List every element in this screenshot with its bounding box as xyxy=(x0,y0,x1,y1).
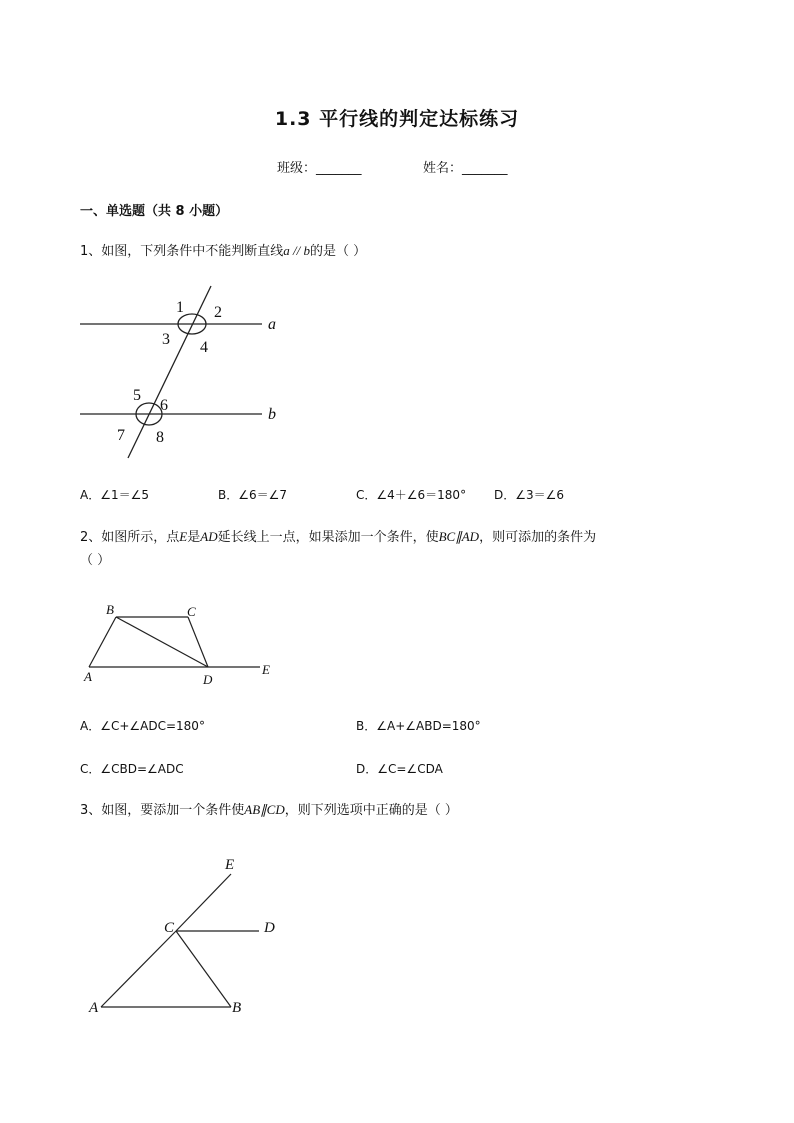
point-c-label: C xyxy=(164,920,175,936)
q2-condition: BC∥AD xyxy=(438,529,480,544)
question-1-figure xyxy=(70,280,300,465)
q2-segment-ad: AD xyxy=(200,529,218,544)
q2-answer-blank: （ ） xyxy=(80,553,111,568)
q2-option-d[interactable]: D．∠C=∠CDA xyxy=(356,762,443,776)
question-2-figure xyxy=(75,598,290,690)
line-label-b: b xyxy=(268,406,276,423)
q1-math: a // b xyxy=(283,243,311,258)
q1-option-d[interactable]: D．∠3＝∠6 xyxy=(494,488,565,502)
q3-text-2: ，则下列选项中正确的是（ ） xyxy=(284,803,458,818)
angle-label-6: 6 xyxy=(160,397,168,414)
point-b-label: B xyxy=(232,1000,242,1016)
angle-label-7: 7 xyxy=(117,427,125,444)
segment-cd xyxy=(188,617,208,667)
question-1-stem xyxy=(80,241,366,262)
q2-point-e: E xyxy=(179,529,188,544)
question-2-stem xyxy=(80,527,720,548)
segment-ca xyxy=(101,931,176,1007)
section-heading: 一、单选题（共 8 小题） xyxy=(80,204,229,219)
page-title: 1.3 平行线的判定达标练习 xyxy=(274,108,520,130)
class-field-label: 班级：_______ xyxy=(277,161,362,176)
transversal-line xyxy=(128,286,211,458)
angle-label-1: 1 xyxy=(176,299,184,316)
question-3-stem xyxy=(80,800,458,821)
point-e-label: E xyxy=(262,662,270,677)
segment-cb xyxy=(176,931,231,1007)
q1-option-c[interactable]: C．∠4＋∠6＝180° xyxy=(356,488,467,502)
segment-bd xyxy=(116,617,208,667)
angle-label-8: 8 xyxy=(156,429,164,446)
point-b-label: B xyxy=(106,602,114,617)
segment-ab xyxy=(89,617,116,667)
q1-option-b[interactable]: B．∠6＝∠7 xyxy=(218,488,288,502)
ray-ce xyxy=(176,874,231,931)
q1-option-a[interactable]: A．∠1＝∠5 xyxy=(80,488,149,502)
point-d-label: D xyxy=(203,672,213,687)
q2-text-4: ，则可添加的条件为 xyxy=(479,530,597,545)
point-d-label: D xyxy=(264,920,275,936)
q2-text-1: 2、如图所示，点 xyxy=(80,530,180,545)
angle-label-2: 2 xyxy=(214,304,222,321)
q1-prefix: 1、如图，下列条件中不能判断直线 xyxy=(80,244,284,259)
name-field-label: 姓名：_______ xyxy=(423,161,508,176)
line-label-a: a xyxy=(268,316,276,333)
q1-suffix: 的是（ ） xyxy=(310,244,367,259)
point-e-label: E xyxy=(225,857,235,873)
q3-text-1: 3、如图，要添加一个条件使 xyxy=(80,803,245,818)
question-3-figure xyxy=(82,850,292,1022)
q2-option-c[interactable]: C．∠CBD=∠ADC xyxy=(80,762,184,776)
point-a-label: A xyxy=(84,669,92,684)
q3-condition: AB∥CD xyxy=(244,802,285,817)
angle-label-5: 5 xyxy=(133,387,141,404)
q2-text-2: 是 xyxy=(187,530,201,545)
point-c-label: C xyxy=(187,604,196,619)
angle-label-4: 4 xyxy=(200,339,208,356)
q2-option-a[interactable]: A．∠C+∠ADC=180° xyxy=(80,719,205,733)
q2-option-b[interactable]: B．∠A+∠ABD=180° xyxy=(356,719,481,733)
q2-text-3: 延长线上一点，如果添加一个条件，使 xyxy=(217,530,439,545)
angle-label-3: 3 xyxy=(162,331,170,348)
point-a-label: A xyxy=(89,1000,99,1016)
